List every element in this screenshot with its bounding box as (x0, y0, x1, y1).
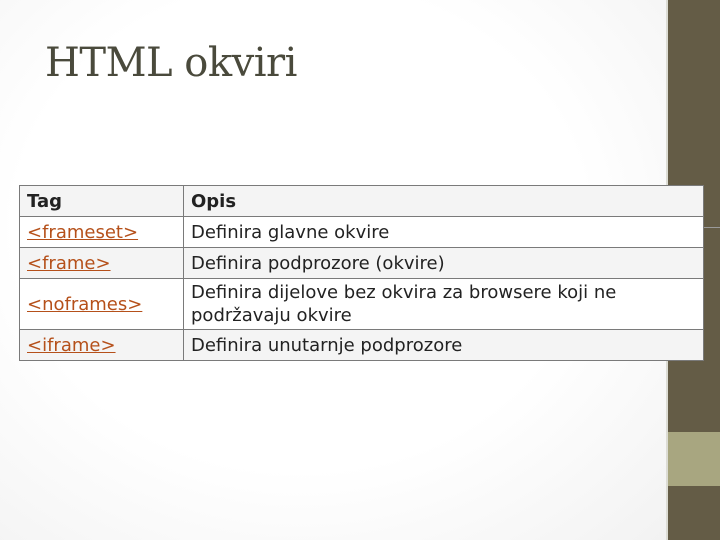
column-header-tag: Tag (20, 186, 184, 217)
tag-link[interactable]: <iframe> (27, 334, 116, 356)
table-row (20, 330, 704, 361)
tag-cell (20, 279, 184, 330)
column-header-description: Opis (184, 186, 704, 217)
tag-link[interactable]: <frameset> (27, 221, 139, 243)
table-header-row (20, 186, 704, 217)
table-row (20, 279, 704, 330)
frames-table (19, 185, 704, 361)
table-row (20, 217, 704, 248)
tag-cell (20, 330, 184, 361)
tag-cell (20, 217, 184, 248)
tag-link[interactable]: <noframes> (27, 293, 143, 315)
slide-title: HTML okviri (45, 40, 297, 86)
sidebar-bottom-block (668, 486, 720, 540)
sidebar-light-block (668, 432, 720, 486)
tag-cell (20, 248, 184, 279)
description-cell: Definira unutarnje podprozore (184, 330, 704, 361)
table-row (20, 248, 704, 279)
description-cell: Definira glavne okvire (184, 217, 704, 248)
tag-link[interactable]: <frame> (27, 252, 111, 274)
description-cell: Definira podprozore (okvire) (184, 248, 704, 279)
description-cell: Definira dijelove bez okvira za browsere koji ne podržavaju okvire (184, 279, 704, 330)
